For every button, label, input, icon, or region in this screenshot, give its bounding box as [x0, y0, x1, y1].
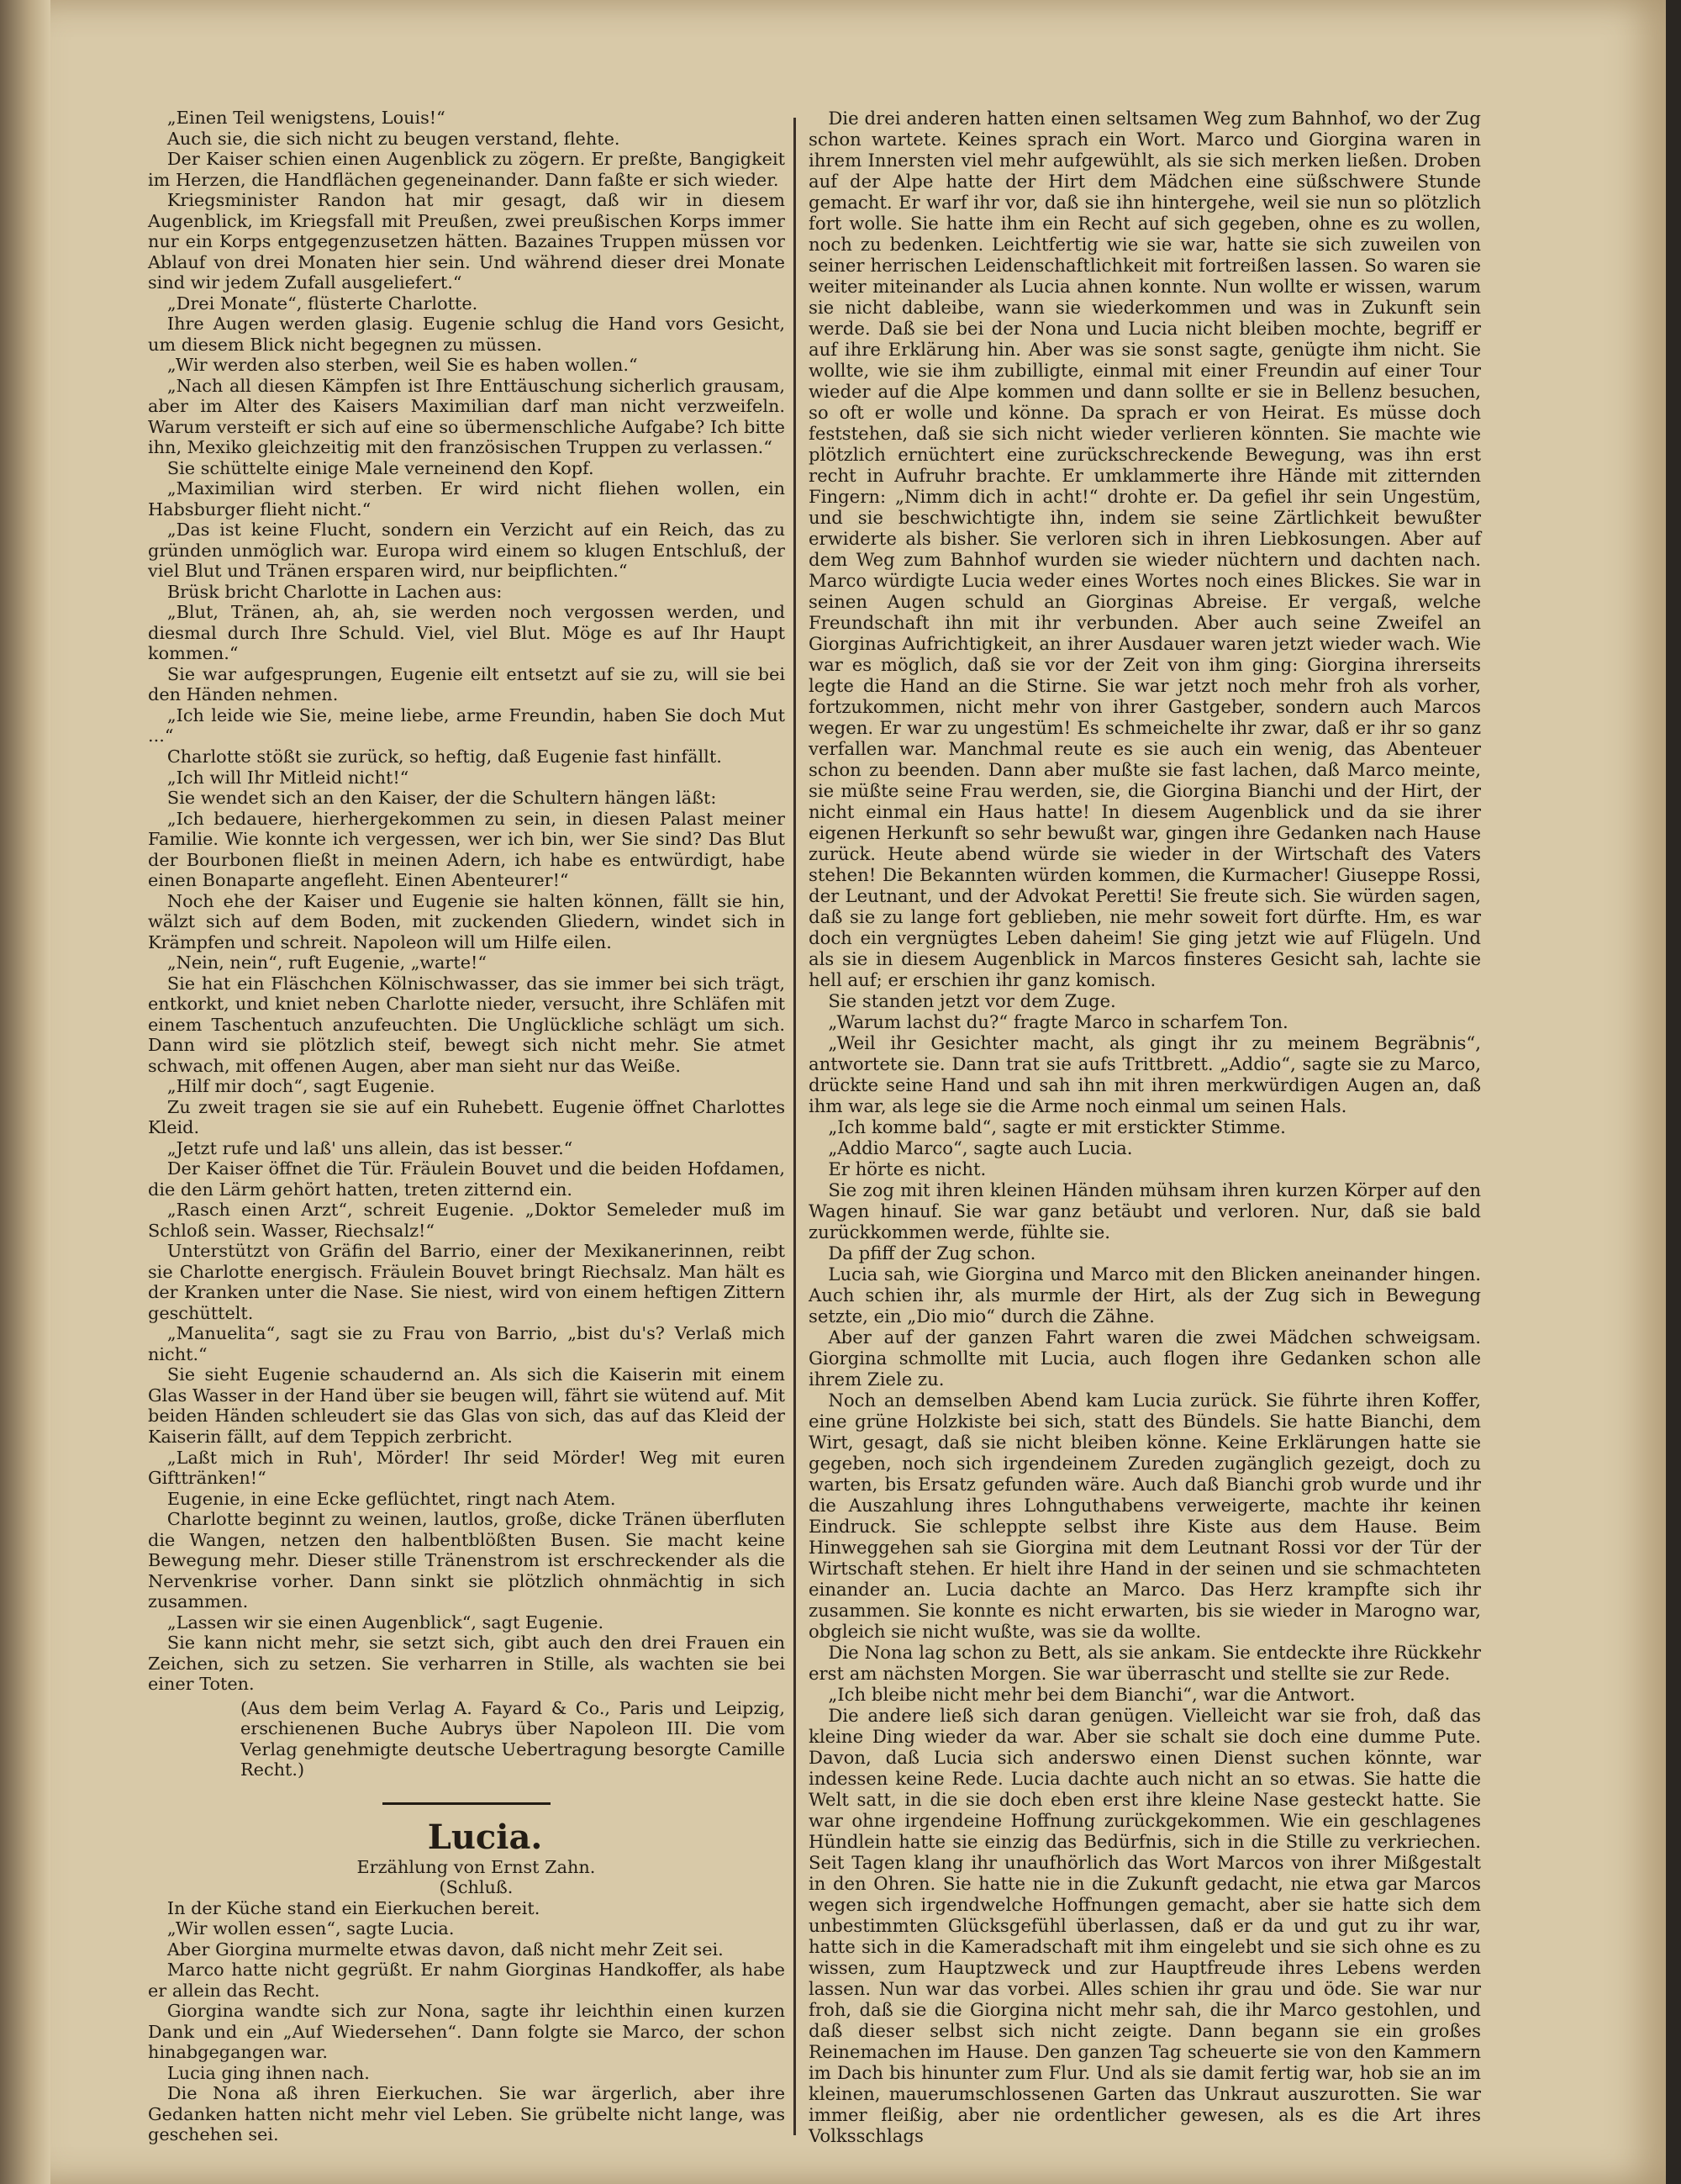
article-paragraph: Der Kaiser öffnet die Tür. Fräulein Bouvet und die beiden Hofdamen, die den Lärm gehört hatten, treten zitternd ein. — [148, 1158, 785, 1200]
story-paragraph: Sie standen jetzt vor dem Zuge. — [828, 990, 1116, 1011]
story-paragraph: Giorgina wandte sich zur Nona, sagte ihr leichthin einen kurzen Dank und ein „Auf Wiedersehen“. Dann folgte sie Marco, der schon hinabgegangen war. — [148, 2001, 785, 2063]
article-paragraph: Sie schüttelte einige Male verneinend den Kopf. — [166, 457, 594, 478]
article-paragraph: Der Kaiser schien einen Augenblick zu zögern. Er preßte, Bangigkeit im Herzen, die Handflächen gegeneinander. Dann faßte er sich wieder. — [148, 149, 785, 190]
story-paragraph: Die drei anderen hatten einen seltsamen Weg zum Bahnhof, wo der Zug schon wartete. Keines sprach ein Wort. Marco und Giorgina waren in ihrem Innersten viel mehr aufgewühlt, als sie sich merken ließen. Droben auf der Alpe hatte der Hirt dem Mädchen eine süßschwere Stunde gemacht. Er warf ihr vor, daß sie ihn hintergehe, weil sie nun so plötzlich fort wolle. Sie hatte ihm ein Recht auf sich gegeben, ohne es zu wollen, noch zu bedenken. Leichtfertig wie sie war, hatte sie sich zuweilen von seiner herrischen Leidenschaftlichkeit mit fortreißen lassen. So waren sie weiter miteinander als Lucia ahnen konnte. Nun wollte er wissen, warum sie nicht dableibe, wann sie wiederkommen und was in Zukunft sein werde. Daß sie bei der Nona und Lucia nicht bleiben mochte, begriff er auf ihre Erklärung hin. Aber was sie sonst sagte, genügte ihm nicht. Sie wollte, wie sie ihm zubilligte, einmal mit einer Freundin auf einer Tour wieder auf die Alpe kommen und dann sollte er sie in Bellenz besuchen, so oft er wolle und könne. Da sprach er von Heirat. Es müsse doch feststehen, daß sie sich nicht wieder verlieren könnten. Sie machte wie plötzlich ernüchtert eine zurückschreckende Bewegung, was ihn erst recht in Aufruhr brachte. Er umklammerte ihre Hände mit zitternden Fingern: „Nimm dich in acht!“ drohte er. Da gefiel ihr sein Ungestüm, und sie beschwichtigte ihn, indem sie seine Zärtlichkeit bewußter erwiderte als bisher. Sie verloren sich in ihren Liebkosungen. Aber auf dem Weg zum Bahnhof wurden sie wieder nüchtern und dachten nach. Marco würdigte Lucia weder eines Wortes noch eines Blickes. Sie war in seinen Augen schuld an Giorginas Abreise. Er vergaß, welche Freundschaft ihn mit ihr verbunden. Aber auch seine Zweifel an Giorginas Aufrichtigkeit, an ihrer Ausdauer waren jetzt wieder wach. Wie war es möglich, daß sie vor der Zeit von ihm ging: Giorgina ihrerseits legte die Hand an die Stirne. Sie war jetzt noch mehr froh als vorher, fortzukommen, nicht mehr von ihrer Gastgeber, sondern auch Marcos wegen. Er war zu ungestüm! Es schmeichelte ihr zwar, daß er ihr so ganz verfallen war. Manchmal reute es sie auch ein wenig, das Abenteuer schon zu beenden. Dann aber mußte sie fast lachen, daß Marco meinte, sie müßte seine Frau werden, sie, die Giorgina Bianchi und der Hirt, der nicht einmal ein Haus hatte! In diesem Augenblick und da sie ihrer eigenen Herkunft so sehr bewußt war, gingen ihre Gedanken nach Hause zurück. Heute abend würde sie wieder in der Wirtschaft des Vaters stehen! Die Bekannten würden kommen, die Kurmacher! Giuseppe Rossi, der Leutnant, und der Advokat Peretti! Sie freute sich. Sie würden sagen, daß sie zu lange fort geblieben, nie mehr soweit fort dürfte. Hm, es war doch ein vergnügtes Leben daheim! Sie ging jetzt wie auf Flügeln. Und als sie in diesem Augenblick in Marcos finsteres Gesicht sah, lachte sie hell auf; er erschien ihr ganz komisch. — [809, 108, 1481, 990]
article-paragraph: Zu zweit tragen sie sie auf ein Ruhebett. Eugenie öffnet Charlottes Kleid. — [148, 1096, 785, 1138]
story-paragraph: „Addio Marco“, sagte auch Lucia. — [828, 1137, 1133, 1158]
story-paragraph: Lucia sah, wie Giorgina und Marco mit den Blicken aneinander hingen. Auch schien ihr, als murmle der Hirt, als der Zug sich in Bewegung setzte, ein „Dio mio“ durch die Zähne. — [809, 1263, 1481, 1327]
left-column — [148, 108, 785, 2145]
article-paragraph: „Einen Teil wenigstens, Louis!“ — [166, 108, 445, 128]
story-paragraph: Aber auf der ganzen Fahrt waren die zwei Mädchen schweigsam. Giorgina schmollte mit Lucia, auch flogen ihre Gedanken schon alle ihrem Ziele zu. — [809, 1327, 1481, 1390]
article-paragraph: Noch ehe der Kaiser und Eugenie sie halten können, fällt sie hin, wälzt sich auf dem Boden, mit zuckenden Gliedern, windet sich in Krämpfen und schreit. Napoleon will um Hilfe eilen. — [148, 890, 785, 952]
story-paragraph: Er hörte es nicht. — [828, 1158, 987, 1179]
article-paragraph: „Manuelita“, sagt sie zu Frau von Barrio, „bist du's? Verlaß mich nicht.“ — [148, 1323, 785, 1364]
article-paragraph: „Nach all diesen Kämpfen ist Ihre Enttäuschung sicherlich grausam, aber im Alter des Kaisers Maximilian darf man nicht verzweifeln. Warum versteift er sich auf eine so übermenschliche Aufgabe? Ich bitte ihn, Mexiko gleichzeitig mit den französischen Truppen zu verlassen.“ — [148, 375, 785, 458]
story-paragraph: Die Nona aß ihren Eierkuchen. Sie war ärgerlich, aber ihre Gedanken hatten nicht mehr viel Leben. Sie grübelte nicht lange, was geschehen sei. — [148, 2083, 785, 2145]
story-title: Lucia. — [427, 1817, 543, 1857]
story-paragraph: Noch an demselben Abend kam Lucia zurück. Sie führte ihren Koffer, eine grüne Holzkiste bei sich, statt des Bündels. Sie hatte Bianchi, dem Wirt, gesagt, daß sie nicht bleiben könne. Keine Erklärungen hatte sie gegeben, noch sich irgendeinem Zureden zugänglich gezeigt, doch zu warten, bis Ersatz gefunden wäre. Auch daß Bianchi grob wurde und ihr die Auszahlung ihres Lohnguthabens verweigerte, machte ihr keinen Eindruck. Sie schleppte selbst ihre Kiste aus dem Hause. Beim Hinweggehen sah sie Giorgina mit dem Leutnant Rossi vor der Tür der Wirtschaft stehen. Er hielt ihre Hand in der seinen und sie schmachteten einander an. Lucia dachte an Marco. Das Herz krampfte sich ihr zusammen. Sie konnte es nicht erwarten, bis sie wieder in Marogno war, obgleich sie nicht wußte, was sie da wollte. — [809, 1390, 1481, 1642]
article-paragraph: „Nein, nein“, ruft Eugenie, „warte!“ — [166, 952, 487, 973]
article-paragraph: „Laßt mich in Ruh', Mörder! Ihr seid Mörder! Weg mit euren Gifttränken!“ — [148, 1447, 785, 1489]
article-paragraph: Ihre Augen werden glasig. Eugenie schlug die Hand vors Gesicht, um diesem Blick nicht begegnen zu müssen. — [148, 314, 785, 355]
article-paragraph: „Das ist keine Flucht, sondern ein Verzicht auf ein Reich, das zu gründen unmöglich war. Europa wird einem so klugen Entschluß, der viel Blut und Tränen ersparen wird, nur beipflichten.“ — [148, 520, 785, 582]
story-paragraph: „Ich bleibe nicht mehr bei dem Bianchi“, war die Antwort. — [828, 1684, 1356, 1705]
story-paragraph: Sie zog mit ihren kleinen Händen mühsam ihren kurzen Körper auf den Wagen hinauf. Sie war ganz betäubt und verloren. Nur, daß sie bald zurückkommen werde, fühlte sie. — [809, 1179, 1481, 1242]
article-paragraph: Brüsk bricht Charlotte in Lachen aus: — [166, 581, 503, 602]
article-paragraph: Sie hat ein Fläschchen Kölnischwasser, das sie immer bei sich trägt, entkorkt, und kniet neben Charlotte nieder, versucht, ihre Schläfen mit einem Taschentuch anzufeuchten. Die Unglückliche schlägt um sich. Dann wird sie plötzlich steif, bewegt sich nicht mehr. Sie atmet schwach, mit offenen Augen, aber man sieht nur das Weiße. — [148, 973, 785, 1076]
article-paragraph: Unterstützt von Gräfin del Barrio, einer der Mexikanerinnen, reibt sie Charlotte energisch. Fräulein Bouvet bringt Riechsalz. Man hält es der Kranken unter die Nase. Sie niest, wird von einem heftigen Zittern geschüttelt. — [148, 1241, 785, 1323]
story-paragraph: „Ich komme bald“, sagte er mit erstickter Stimme. — [828, 1116, 1286, 1137]
story-byline: Erzählung von Ernst Zahn. — [356, 1856, 596, 1877]
page-gutter — [0, 0, 50, 2184]
article-paragraph: Kriegsminister Randon hat mir gesagt, daß wir in diesem Augenblick, im Kriegsfall mit Preußen, zwei preußischen Korps immer nur ein Korps entgegenzusetzen hätten. Bazaines Truppen müssen vor Ablauf von drei Monaten hier sein. Und während dieser drei Monate sind wir jedem Zufall ausgeliefert.“ — [148, 190, 785, 293]
article-paragraph: Sie kann nicht mehr, sie setzt sich, gibt auch den drei Frauen ein Zeichen, sich zu setzen. Sie verharren in Stille, als wachten sie bei einer Toten. — [148, 1633, 785, 1695]
article-paragraph: „Hilf mir doch“, sagt Eugenie. — [166, 1076, 435, 1097]
story-paragraph: Die andere ließ sich daran genügen. Vielleicht war sie froh, daß das kleine Ding wieder da war. Aber sie schalt sie doch eine dumme Pute. Davon, daß Lucia sich anderswo einen Dienst suchen könnte, war indessen keine Rede. Lucia dachte auch nicht an so etwas. Sie hatte die Welt satt, in die sie doch eben erst ihre kleine Nase gesteckt hatte. Sie war ohne irgendeine Hoffnung zurückgekommen. Wie ein geschlagenes Hündlein hatte sie einzig das Bedürfnis, sich in die Stille zu verkriechen. Seit Tagen klang ihr unaufhörlich das Wort Marcos von ihrer Mißgestalt in den Ohren. Sie hatte nie in die Zukunft gedacht, nie etwa gar Marcos wegen sich irgendwelche Hoffnungen gemacht, aber sie hatte sich dem unbestimmten Glücksgefühl überlassen, daß er da und gut zu ihr war, hatte sich in die Kameradschaft mit ihm eingelebt und sie sich ohne es zu wissen, zum Hauptzweck und zur Hauptfreude ihres Lebens werden lassen. Nun war das vorbei. Alles schien ihr grau und öde. Sie war nur froh, daß sie die Giorgina nicht mehr sah, die ihr Marco gestohlen, und daß dieser selbst sich nicht zeigte. Dann begann sie ein großes Reinemachen im Hause. Den ganzen Tag scheuerte sie von den Kammern im Dach bis hinunter zum Flur. Und als sie damit fertig war, hob sie an im kleinen, mauerumschlossenen Garten das Unkraut auszurotten. Sie war immer fleißig, aber nie ordentlicher gewesen, als es die Art ihres Volksschlags — [809, 1705, 1481, 2146]
story-separator-rule — [382, 1802, 551, 1805]
story-paragraph: In der Küche stand ein Eierkuchen bereit. — [166, 1897, 540, 1918]
article-paragraph: „Lassen wir sie einen Augenblick“, sagt Eugenie. — [166, 1612, 604, 1633]
article-paragraph: „Blut, Tränen, ah, ah, sie werden noch vergossen werden, und diesmal durch Ihre Schuld. Viel, viel Blut. Möge es auf Ihr Haupt kommen.“ — [148, 602, 785, 664]
article-paragraph: „Wir werden also sterben, weil Sie es haben wollen.“ — [166, 355, 638, 376]
article-paragraph: „Rasch einen Arzt“, schreit Eugenie. „Doktor Semeleder muß im Schloß sein. Wasser, Riechsalz!“ — [148, 1200, 785, 1241]
story-paragraph: Marco hatte nicht gegrüßt. Er nahm Giorginas Handkoffer, als habe er allein das Recht. — [148, 1960, 785, 2001]
story-paragraph: „Weil ihr Gesichter macht, als gingt ihr zu meinem Begräbnis“, antwortete sie. Dann trat sie aufs Trittbrett. „Addio“, sagte sie zu Marco, drückte seine Hand und sah ihn mit ihren merkwürdigen Augen an, daß ihm war, als lege sie die Arme noch einmal um seinen Hals. — [809, 1032, 1481, 1116]
article-paragraph: „Drei Monate“, flüsterte Charlotte. — [166, 293, 478, 314]
article-paragraph: Sie war aufgesprungen, Eugenie eilt entsetzt auf sie zu, will sie bei den Händen nehmen. — [148, 663, 785, 705]
story-paragraph: „Wir wollen essen“, sagte Lucia. — [166, 1918, 455, 1939]
article-paragraph: „Maximilian wird sterben. Er wird nicht fliehen wollen, ein Habsburger flieht nicht.“ — [148, 478, 785, 520]
article-paragraph: „Ich leide wie Sie, meine liebe, arme Freundin, haben Sie doch Mut ...“ — [148, 704, 785, 746]
article-paragraph: Auch sie, die sich nicht zu beugen verstand, flehte. — [166, 128, 620, 149]
article-paragraph: „Ich bedauere, hierhergekommen zu sein, in diesen Palast meiner Familie. Wie konnte ich vergessen, wer ich bin, wer Sie sind? Das Blut der Bourbonen fließt in meinen Adern, ich habe es entwürdigt, habe einen Bonaparte angefleht. Einen Abenteurer!“ — [148, 808, 785, 891]
column-rule — [793, 118, 796, 2135]
article-paragraph: Sie sieht Eugenie schaudernd an. Als sich die Kaiserin mit einem Glas Wasser in der Hand über sie beugen will, fährt sie wütend auf. Mit beiden Händen schleudert sie das Glas von sich, das auf das Kleid der Kaiserin fällt, auf dem Teppich zerbricht. — [148, 1364, 785, 1447]
article-paragraph: Sie wendet sich an den Kaiser, der die Schultern hängen läßt: — [166, 788, 717, 809]
source-note: (Aus dem beim Verlag A. Fayard & Co., Paris und Leipzig, erschienenen Buche Aubrys über Napoleon III. Die vom Verlag genehmigte deutsche Uebertragung besorgte Camille Recht.) — [240, 1697, 785, 1780]
article-paragraph: Charlotte stößt sie zurück, so heftig, daß Eugenie fast hinfällt. — [166, 746, 722, 767]
story-paragraph: Die Nona lag schon zu Bett, als sie ankam. Sie entdeckte ihre Rückkehr erst am nächsten Morgen. Sie war überrascht und stellte sie zur Rede. — [809, 1642, 1481, 1684]
story-paragraph: Lucia ging ihnen nach. — [166, 2062, 370, 2083]
story-continuation-note: (Schluß. — [439, 1877, 514, 1898]
story-paragraph: „Warum lachst du?“ fragte Marco in scharfem Ton. — [828, 1011, 1288, 1032]
right-column — [809, 108, 1481, 2146]
story-paragraph: Da pfiff der Zug schon. — [828, 1242, 1036, 1263]
article-paragraph: „Ich will Ihr Mitleid nicht!“ — [166, 767, 409, 788]
article-paragraph: Charlotte beginnt zu weinen, lautlos, große, dicke Tränen überfluten die Wangen, netzen den halbentblößten Busen. Sie macht keine Bewegung mehr. Dieser stille Tränenstrom ist erschreckender als die Nervenkrise vorher. Dann sinkt sie plötzlich ohnmächtig in sich zusammen. — [148, 1509, 785, 1612]
article-paragraph: „Jetzt rufe und laß' uns allein, das ist besser.“ — [166, 1137, 573, 1158]
article-paragraph: Eugenie, in eine Ecke geflüchtet, ringt nach Atem. — [166, 1488, 616, 1509]
story-paragraph: Aber Giorgina murmelte etwas davon, daß nicht mehr Zeit sei. — [166, 1939, 724, 1960]
